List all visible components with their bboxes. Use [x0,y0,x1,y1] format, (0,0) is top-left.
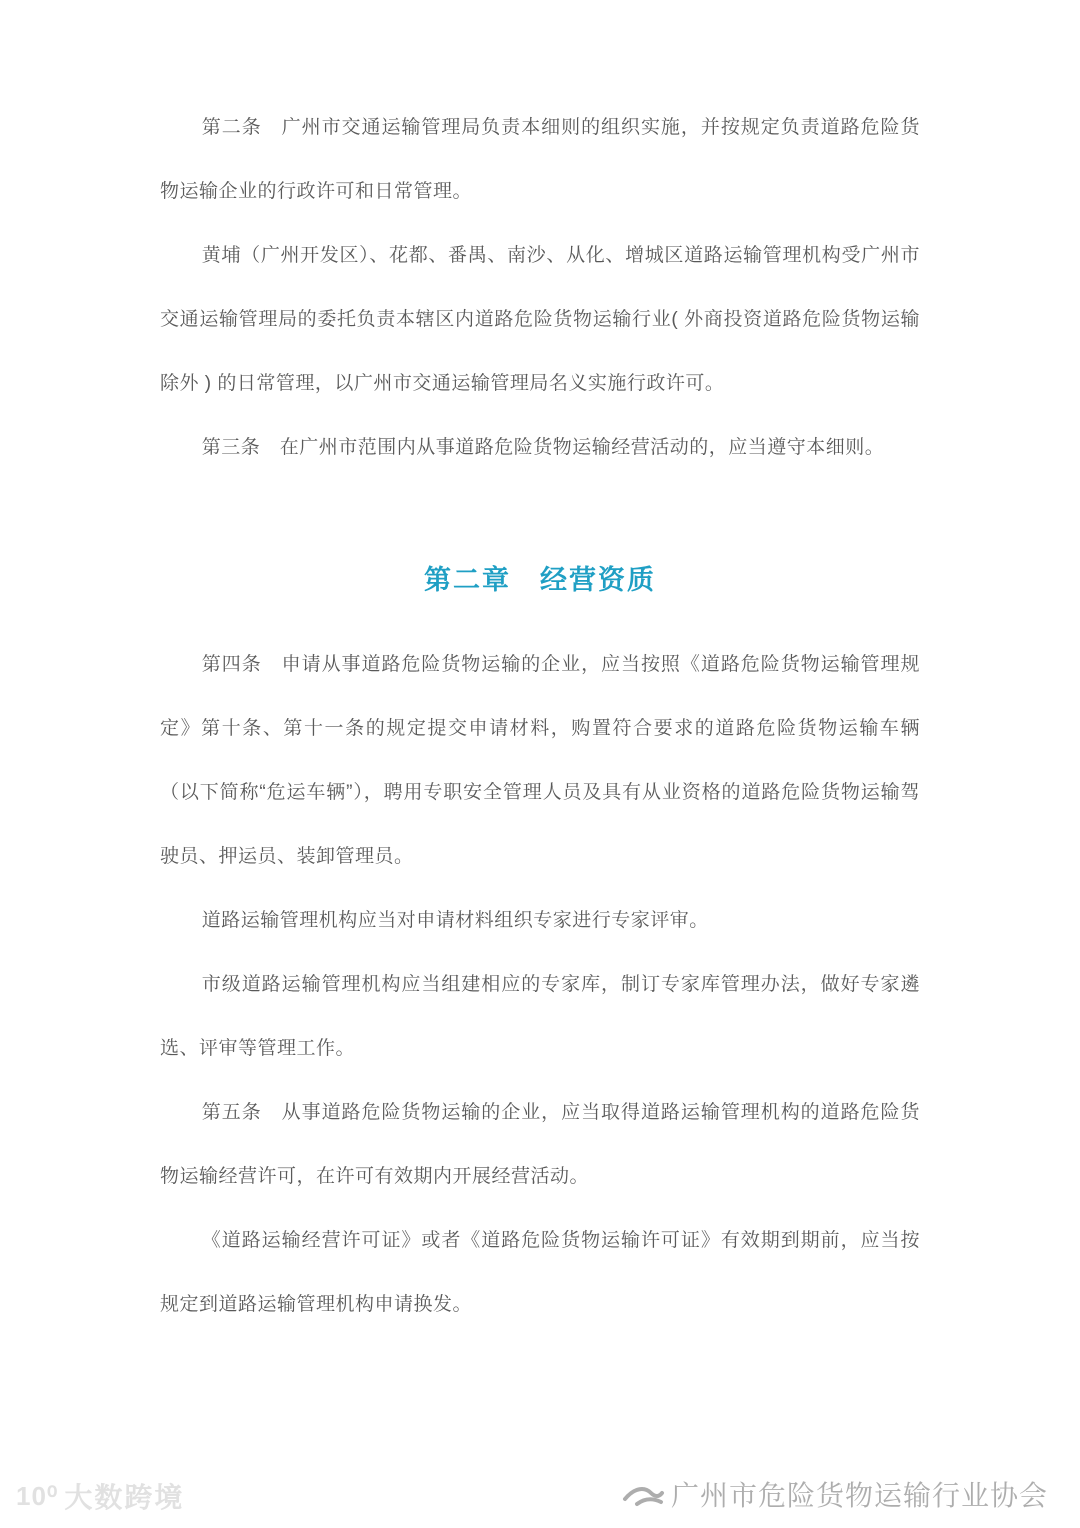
paragraph-expert-review: 道路运输管理机构应当对申请材料组织专家进行专家评审。 [201,910,709,931]
paragraph-article-2-delegation: 黄埔（广州开发区）、花都、番禺、南沙、从化、增城区道路运输管理机构受广州市交通运输管理局的委托负责本辖区内道路危险货物运输行业( 外商投资道路危险货物运输除外 ) 的日常管理，以广州市交通运输管理局名义实施行政许可。 [160,245,920,394]
association-logo-icon [621,1477,665,1511]
paragraph-expert-pool: 市级道路运输管理机构应当组建相应的专家库，制订专家库管理办法，做好专家遴选、评审等管理工作。 [160,974,920,1059]
chapter-heading: 第二章 经营资质 [424,565,656,595]
watermark-text: 大数跨境 [64,1482,185,1513]
paragraph-article-4: 第四条 申请从事道路危险货物运输的企业，应当按照《道路危险货物运输管理规定》第十条、第十一条的规定提交申请材料，购置符合要求的道路危险货物运输车辆（以下简称“危运车辆”），聘用专职安全管理人员及具有从业资格的道路危险货物运输驾驶员、押运员、装卸管理员。 [160,654,920,867]
association-name: 广州市危险货物运输行业协会 [670,1480,1048,1511]
paragraph-article-3: 第三条 在广州市范围内从事道路危险货物运输经营活动的，应当遵守本细则。 [201,437,885,458]
watermark [16,1476,184,1516]
dashukuajing-logo-icon: 10⁰ [16,1480,59,1511]
footer [621,1474,1048,1514]
paragraph-license-renewal: 《道路运输经营许可证》或者《道路危险货物运输许可证》有效期到期前，应当按规定到道路运输管理机构申请换发。 [160,1230,920,1315]
paragraph-article-5: 第五条 从事道路危险货物运输的企业，应当取得道路运输管理机构的道路危险货物运输经营许可，在许可有效期内开展经营活动。 [160,1102,920,1187]
paragraph-article-2: 第二条 广州市交通运输管理局负责本细则的组织实施，并按规定负责道路危险货物运输企业的行政许可和日常管理。 [160,117,920,202]
